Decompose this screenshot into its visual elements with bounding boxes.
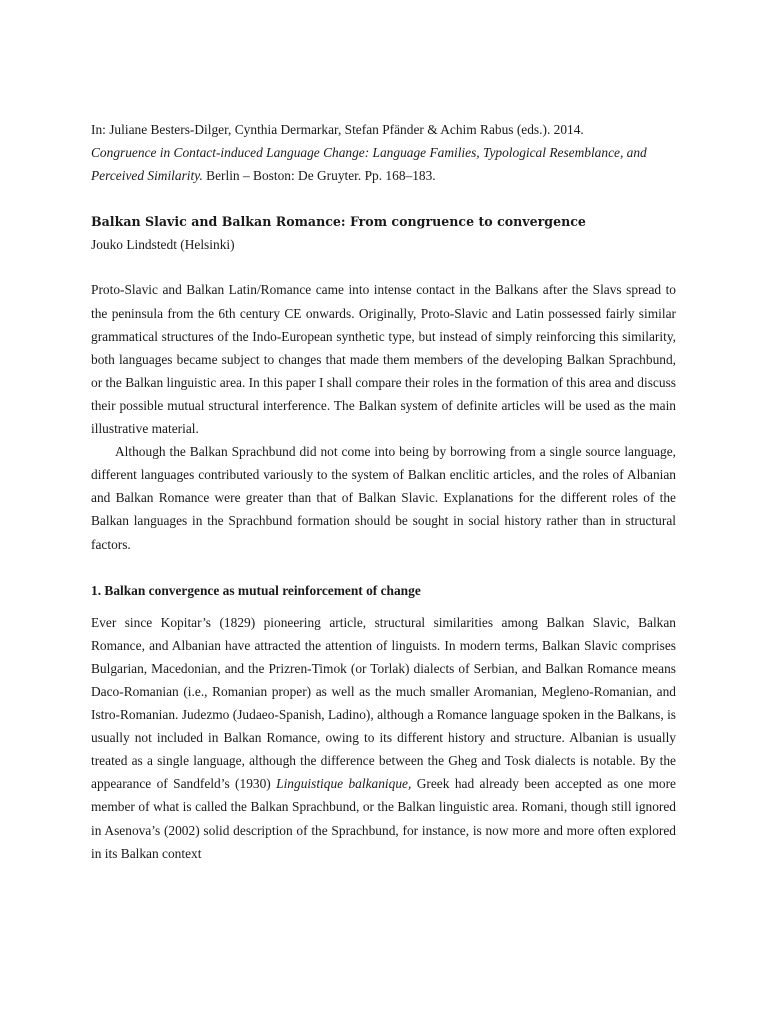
body-text-b: Greek had already been accepted as one more member of what is called the Balkan Sprachbund, or the Balkan linguistic area. Romani, though still ignored in Asenova’s (2002) solid description of the Sprachbund, for instance, is now more and more often explored in its Balkan context (91, 776, 676, 861)
document-page (91, 118, 676, 865)
section-body (91, 611, 676, 865)
citation-book (91, 141, 676, 187)
citation-block (91, 118, 676, 187)
abstract-paragraph-2: Although the Balkan Sprachbund did not come into being by borrowing from a single source language, different languages contributed variously to the system of Balkan enclitic articles, and the roles of Albanian and Balkan Romance were greater than that of Balkan Slavic. Explanations for the different roles of the Balkan languages in the Sprachbund formation should be sought in social history rather than in structural factors. (91, 444, 676, 552)
book-title: Congruence in Contact-induced Language Change: Language Families, Typological Resemblance, and Perceived Similarity. (91, 145, 647, 184)
book-reference: Linguistique balkanique, (276, 776, 412, 792)
abstract-paragraph-1: Proto-Slavic and Balkan Latin/Romance came into intense contact in the Balkans after the Slavs spread to the peninsula from the 6th century CE onwards. Originally, Proto-Slavic and Latin possessed fairly similar grammatical structures of the Indo-European synthetic type, but instead of simply reinforcing this similarity, both languages became subject to changes that made them members of the developing Balkan Sprachbund, or the Balkan linguistic area. In this paper I shall compare their roles in the formation of this area and discuss their possible mutual structural interference. The Balkan system of definite articles will be used as the main illustrative material. (91, 282, 676, 437)
article-title: Balkan Slavic and Balkan Romance: From congruence to convergence (91, 214, 586, 230)
abstract (91, 278, 676, 555)
body-paragraph (91, 611, 676, 865)
body-text-a: Ever since Kopitar’s (1829) pioneering article, structural similarities among Balkan Slavic, Balkan Romance, and Albanian have attracted the attention of linguists. In modern terms, Balkan Slavic comprises Bulgarian, Macedonian, and the Prizren-Timok (or Torlak) dialects of Serbian, and Balkan Romance means Daco-Romanian (i.e., Romanian proper) as well as the much smaller Aromanian, Megleno-Romanian, and Istro-Romanian. Judezmo (Judaeo-Spanish, Ladino), although a Romance language spoken in the Balkans, is usually not included in Balkan Romance, owing to its different history and structure. Albanian is usually treated as a single language, although the difference between the Gheg and Tosk dialects is notable. By the appearance of Sandfeld’s (1930) (91, 614, 676, 792)
article-author: Jouko Lindstedt (Helsinki) (91, 237, 235, 253)
citation-editors: In: Juliane Besters-Dilger, Cynthia Dermarkar, Stefan Pfänder & Achim Rabus (eds.). 2014. (91, 122, 584, 137)
publisher-info: Berlin – Boston: De Gruyter. Pp. 168–183. (202, 168, 436, 184)
citation-line (91, 118, 676, 141)
section-heading: 1. Balkan convergence as mutual reinforcement of change (91, 582, 421, 598)
